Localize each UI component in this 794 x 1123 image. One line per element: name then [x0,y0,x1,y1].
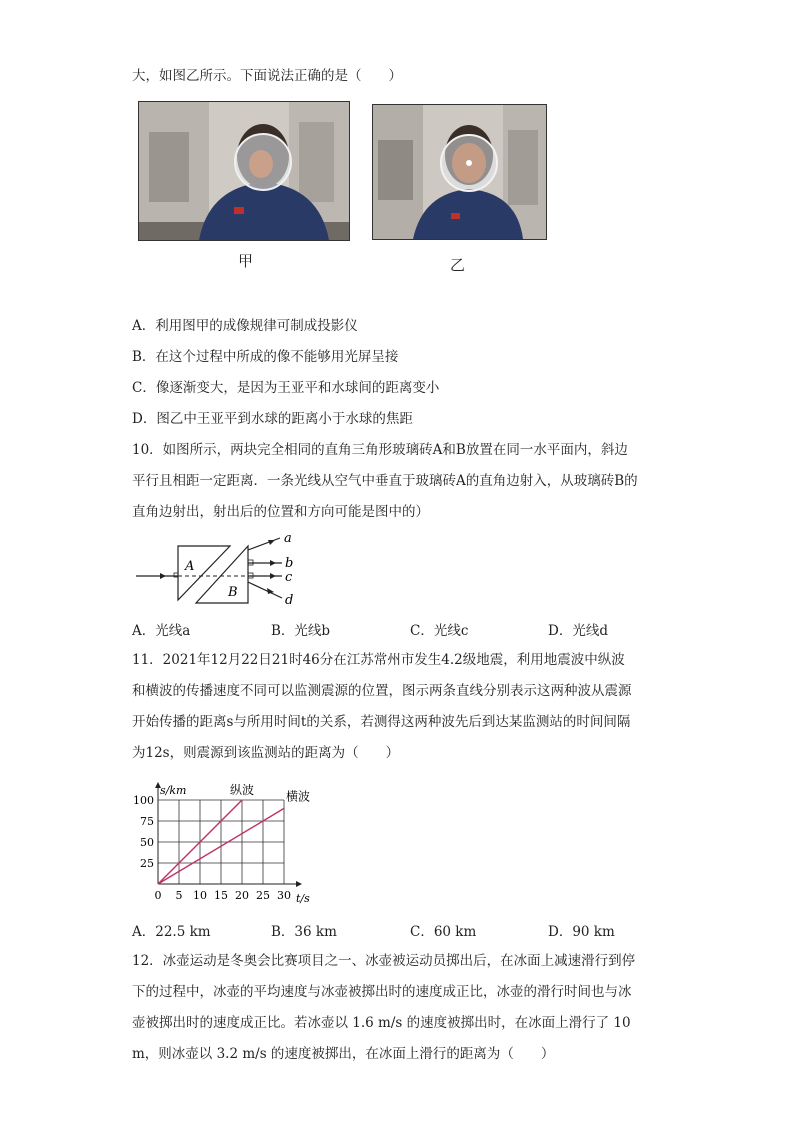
q11-line1: 11．2021年12月22日21时46分在江苏常州市发生4.2级地震，利用地震波中纵波 [132,652,625,668]
prism-diagram [134,530,304,610]
q11-option-d: D．90 km [548,924,615,940]
x-tick-label: 0 [154,889,162,902]
photo-yi [372,104,547,240]
q12-line3: 壶被掷出时的速度成正比。若冰壶以 1.6 m/s 的速度被掷出时，在冰面上滑行了 10 [132,1015,631,1031]
x-axis-label: t/s [296,892,310,905]
q9-option-d: D．图乙中王亚平到水球的距离小于水球的焦距 [132,411,413,427]
label-ray-d: d [285,593,294,608]
arrow-icon [160,573,166,579]
x-tick-label: 20 [235,889,249,902]
x-tick-label: 30 [277,889,291,902]
label-ray-a: a [284,531,292,546]
y-tick-label: 50 [140,836,154,849]
series-label-1: 横波 [286,789,311,804]
q12-line1: 12．冰壶运动是冬奥会比赛项目之一、冰壶被运动员掷出后，在冰面上减速滑行到停 [132,953,636,969]
q10-option-b: B．光线b [271,623,331,639]
q9-option-b: B．在这个过程中所成的像不能够用光屏呈接 [132,349,399,365]
q9-option-a: A．利用图甲的成像规律可制成投影仪 [132,318,358,334]
x-tick-label: 15 [214,889,228,902]
q11-option-a: A．22.5 km [132,924,211,940]
label-b-prism: B [228,585,238,600]
q10-option-c: C．光线c [410,623,469,639]
q9-option-c: C．像逐渐变大，是因为王亚平和水球间的距离变小 [132,380,440,396]
series-label-0: 纵波 [230,783,255,797]
x-tick-label: 10 [193,889,207,902]
caption-yi: 乙 [450,256,466,274]
y-tick-label: 25 [140,857,154,870]
q11-option-c: C．60 km [410,924,477,940]
q10-line2: 平行且相距一定距离．一条光线从空气中垂直于玻璃砖A的直角边射入，从玻璃砖B的 [132,473,638,489]
q11-line2: 和横波的传播速度不同可以监测震源的位置，图示两条直线分别表示这两种波从震源 [132,683,632,699]
x-tick-label: 25 [256,889,270,902]
q9-stem-tail: 大，如图乙所示。下面说法正确的是（ ） [132,68,402,84]
label-ray-b: b [285,556,294,571]
q11-option-b: B．36 km [271,924,337,940]
ray-a [248,538,280,550]
q10-line1: 10．如图所示，两块完全相同的直角三角形玻璃砖A和B放置在同一水平面内，斜边 [132,442,628,458]
wave-chart [130,776,330,906]
q10-option-d: D．光线d [548,623,608,639]
y-tick-label: 75 [140,815,154,828]
caption-jia: 甲 [238,252,254,270]
label-ray-c: c [285,570,293,585]
y-tick-label: 100 [133,794,154,807]
q11-line4: 为12s，则震源到该监测站的距离为（ ） [132,745,400,761]
photo-jia [138,101,350,241]
q12-line2: 下的过程中，冰壶的平均速度与冰壶被掷出时的速度成正比，冰壶的滑行时间也与冰 [132,984,632,1000]
y-axis-label: s/km [160,784,187,797]
q10-line3: 直角边射出，射出后的位置和方向可能是图中的） [132,504,429,520]
q11-line3: 开始传播的距离s与所用时间t的关系，若测得这两种波先后到达某监测站的时间间隔 [132,714,631,730]
ray-d [248,582,282,598]
x-axis-arrow-icon [296,881,302,887]
x-tick-label: 5 [175,889,183,902]
q12-line4: m，则冰壶以 3.2 m/s 的速度被掷出，在冰面上滑行的距离为（ ） [132,1046,555,1062]
q10-option-a: A．光线a [132,623,191,639]
label-a-prism: A [185,559,195,574]
